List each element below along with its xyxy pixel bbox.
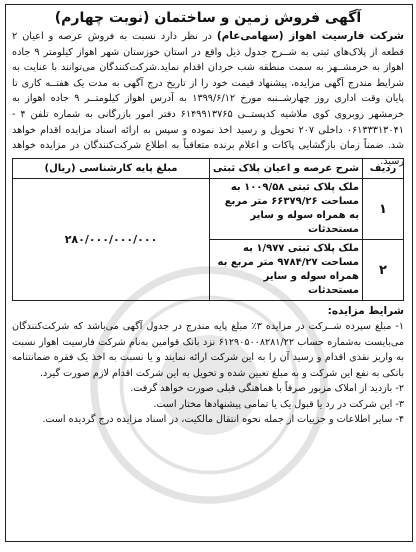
condition-item: ۴- سایر اطلاعات و جزییات از جمله نحوه انتقال مالکیت، در اسناد مزایده درج گردیده است. bbox=[42, 414, 404, 425]
total-price: ۲۸۰/۰۰۰/۰۰۰/۰۰۰ bbox=[13, 179, 210, 301]
row-description: ملک پلاک ثبتی ۱/۹۷۷ به مساحت ۹۷۸۴/۲۷ متر مربع به همراه سوله و سایر مستحدثات bbox=[210, 240, 363, 301]
company-name: شرکت فارسیت اهواز (سهامی‌عام) bbox=[216, 30, 404, 42]
intro-body: در نظر دارد نسبت به فروش عرصه و اعیان ۲ قطعه از پلاک‌های ثبتی به شــرح جدول ذیل واقع در استان خوزستان شهر اهواز کیلومتر ۹ جاده اهواز به خرمشــهر به سمت منطقه شب حردان اقدام نماید.شرکت‌کنندگان می‌توانند با عنایت به شرایط مندرج آگهی مزایده، پیشنهاد قیمت خود را از تاریخ درج آگهی به مدت یک هفتــه کاری تا پایان وقت اداری روز چهارشــنبه مورخ ۱۳۹۹/۶/۱۲ به آدرس اهواز کیلومتــر ۹ جاده اهواز به خرمشهر روبروی کوی ملاشیه کدپستــی ۶۱۴۹۹۱۳۷۶۵ دفتر امور بازرگانی به شماره تلفن ۴ - ۰۶۱۳۳۳۱۳۰۴۱ داخلی ۲۰۷ تحویل و رسید اخذ نموده و سپس به ارائه اسناد مزایده اقدام خواهد شد. ضمناً زمان بازگشایی پاکات و اعلام برنده متعاقباً به اطلاع شرکت‌کنندگان در مزایده خواهد رسید. bbox=[12, 31, 404, 167]
row-index: ۲ bbox=[363, 240, 404, 301]
condition-item: ۲- بازدید از املاک مزبور صرفاً با هماهنگی قبلی صورت خواهد گرفت. bbox=[130, 383, 404, 394]
condition-item: ۱- مبلغ سپرده شــرکت در مزایده ۳٪ مبلغ پایه مندرج در جدول آگهی می‌باشد که شرکت‌کنندگان می‌بایست به‌شماره حساب ۶۱۲۹۰۵۰۰۸۲۸۱/۲۲ نزد بانک قوامین به‌نام شرکت فارسیت اهواز نسبت به واریز نقدی اقدام و رسید آن را به این شرکت ارائه نمایند و یا نسبت به اخذ یک فقره ضمانتنامه بانکی به نفع این شرکت و به مبلغ تعیین شده و تحویل به این شرکت اقدام لازم صورت گیرد. bbox=[12, 321, 404, 379]
row-description: ملک پلاک ثبتی ۱۰۰۹/۵۸ به مساحت ۶۶۳۷۹/۲۶ متر مربع به همراه سوله و سایر مستحدثات bbox=[210, 179, 363, 240]
properties-table bbox=[12, 158, 404, 301]
row-index: ۱ bbox=[363, 179, 404, 240]
conditions-list bbox=[12, 319, 404, 428]
conditions-heading: شرایط مزایده: bbox=[327, 305, 404, 317]
condition-item: ۳- این شرکت در رد یا قبول یک یا تمامی پیشنهادها مختار است. bbox=[153, 398, 404, 410]
notice-title: آگهی فروش زمین و ساختمان (نوبت چهارم) bbox=[54, 10, 362, 26]
advertisement-notice bbox=[5, 4, 413, 542]
table-row bbox=[13, 179, 404, 240]
table-header-row bbox=[13, 159, 404, 179]
header-row-number: ردیف bbox=[363, 159, 404, 179]
intro-paragraph bbox=[12, 29, 404, 167]
header-description: شرح عرصه و اعیان پلاک ثبتی bbox=[210, 159, 363, 179]
header-price: مبلغ پایه کارشناسی (ریال) bbox=[13, 159, 210, 179]
